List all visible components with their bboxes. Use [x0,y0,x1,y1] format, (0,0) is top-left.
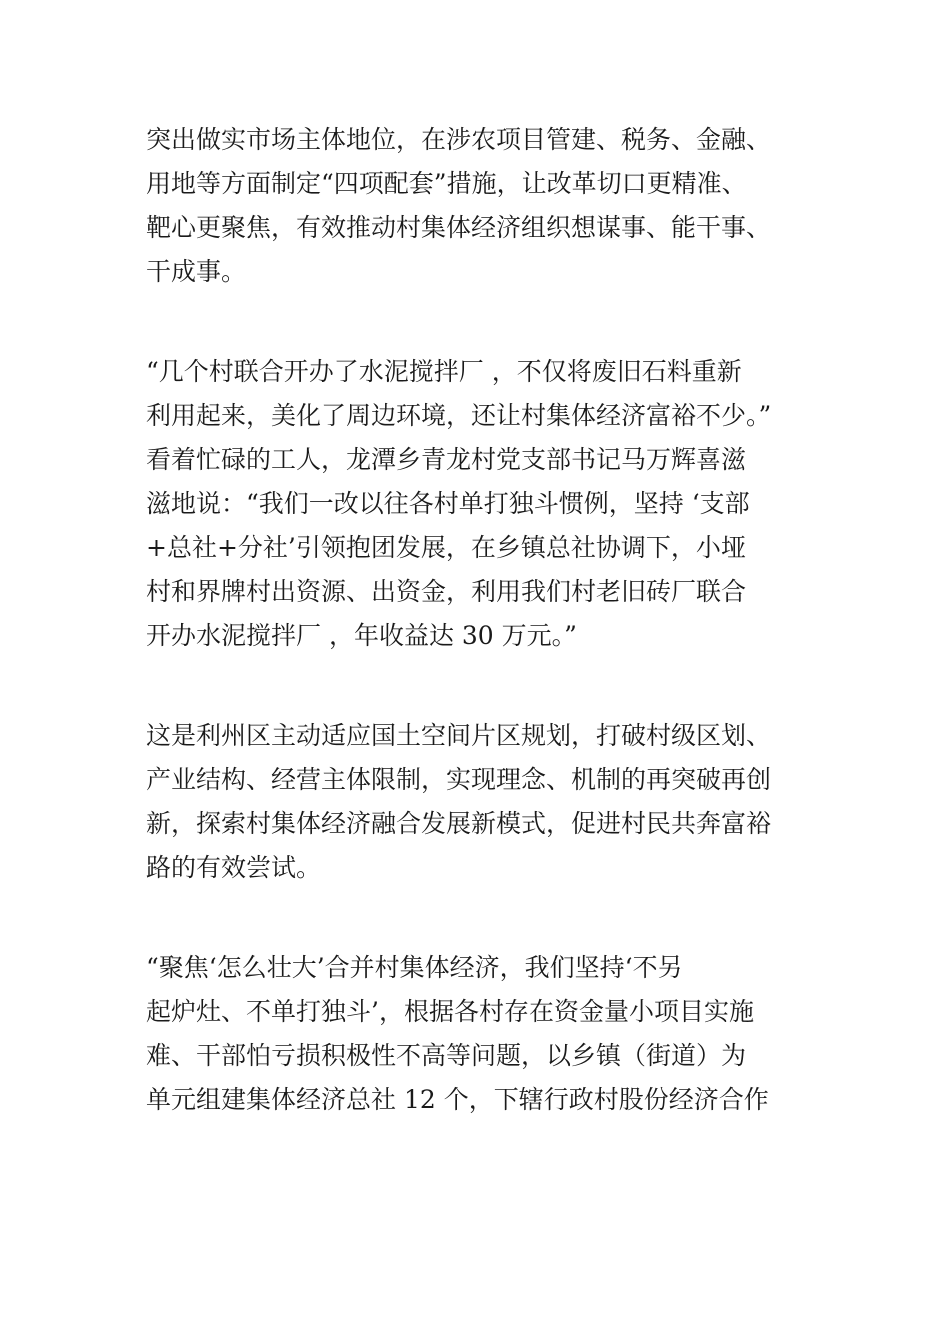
paragraph [146,946,826,1122]
text-line: 突出做实市场主体地位，在涉农项目管建、税务、金融、 [146,125,772,154]
text-line: 靶心更聚焦，有效推动村集体经济组织想谋事、能干事、 [146,213,772,242]
text-line: 滋地说：“我们一改以往各村单打独斗惯例，坚持 ‘支部 [146,489,750,518]
paragraph-gap [146,658,826,714]
paragraph-gap [146,294,826,350]
text-line: +总社+分社’引领抱团发展，在乡镇总社协调下，小垭 [146,533,746,562]
text-line: 路的有效尝试。 [146,853,322,882]
text-line: 用地等方面制定“四项配套”措施，让改革切口更精准、 [146,169,747,198]
paragraph [146,118,826,294]
text-line: 干成事。 [146,257,247,286]
paragraph [146,350,826,658]
text-line: 这是利州区主动适应国土空间片区规划，打破村级区划、 [146,721,772,750]
text-line: 新，探索村集体经济融合发展新模式，促进村民共奔富裕 [146,809,772,838]
paragraph-gap [146,890,826,946]
document-body [146,118,826,1122]
paragraph [146,714,826,890]
text-line: “聚焦‘怎么壮大’合并村集体经济，我们坚持‘不另 [146,953,683,982]
text-line: 产业结构、经营主体限制，实现理念、机制的再突破再创 [146,765,772,794]
text-line: 村和界牌村出资源、出资金，利用我们村老旧砖厂联合 [146,577,747,606]
text-line: 起炉灶、不单打独斗’，根据各村存在资金量小项目实施 [146,997,754,1026]
text-line: 利用起来，美化了周边环境，还让村集体经济富裕不少。” [146,401,772,430]
text-line: 看着忙碌的工人，龙潭乡青龙村党支部书记马万辉喜滋 [146,445,747,474]
text-line: 开办水泥搅拌厂 ，年收益达 30 万元。” [146,621,577,650]
text-line: 单元组建集体经济总社 12 个，下辖行政村股份经济合作 [146,1085,769,1114]
text-line: 难、干部怕亏损积极性不高等问题，以乡镇（街道）为 [146,1041,747,1070]
text-line: “几个村联合开办了水泥搅拌厂 ，不仅将废旧石料重新 [146,357,742,386]
